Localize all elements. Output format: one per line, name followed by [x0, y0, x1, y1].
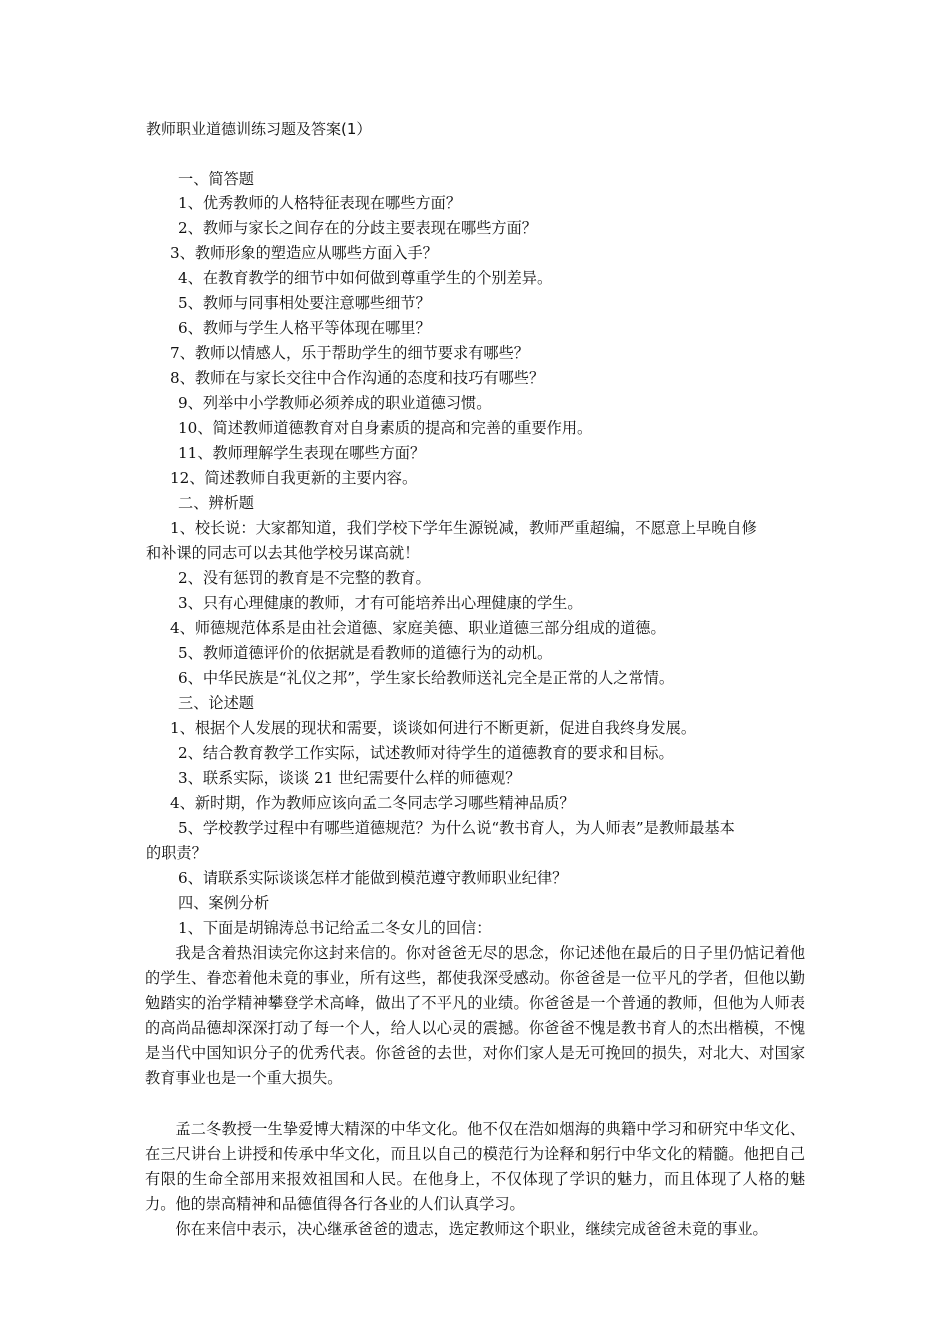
question-item: 7、教师以情感人，乐于帮助学生的细节要求有哪些？ — [170, 344, 529, 362]
question-item: 3、联系实际，谈谈 21 世纪需要什么样的师德观？ — [178, 769, 521, 787]
question-item: 4、师德规范体系是由社会道德、家庭美德、职业道德三部分组成的道德。 — [170, 619, 666, 637]
question-item: 2、没有惩罚的教育是不完整的教育。 — [178, 569, 431, 587]
question-item: 6、请联系实际谈谈怎样才能做到模范遵守教师职业纪律？ — [178, 869, 568, 887]
question-item: 2、结合教育教学工作实际，试述教师对待学生的道德教育的要求和目标。 — [178, 744, 674, 762]
question-item: 5、教师道德评价的依据就是看教师的道德行为的动机。 — [178, 644, 553, 662]
question-item: 1、校长说：大家都知道，我们学校下学年生源锐减，教师严重超编，不愿意上早晚自修 — [170, 519, 757, 537]
letter-paragraph: 孟二冬教授一生挚爱博大精深的中华文化。他不仅在浩如烟海的典籍中学习和研究中华文化、在三尺讲台上讲授和传承中华文化，而且以自己的模范行为诠释和躬行中华文化的精髓。他把自己有限的生命全部用来报效祖国和人民。在他身上，不仅体现了学识的魅力，而且体现了人格的魅力。他的崇高精神和品德值得各行各业的人们认真学习。 — [145, 1120, 805, 1213]
letter-paragraph: 你在来信中表示，决心继承爸爸的遗志，选定教师这个职业，继续完成爸爸未竟的事业。 — [175, 1220, 768, 1238]
question-item: 9、列举中小学教师必须养成的职业道德习惯。 — [178, 394, 492, 412]
question-item: 12、简述教师自我更新的主要内容。 — [170, 469, 418, 487]
question-item: 6、教师与学生人格平等体现在哪里？ — [178, 319, 431, 337]
question-item: 10、简述教师道德教育对自身素质的提高和完善的重要作用。 — [178, 419, 593, 437]
question-item: 4、在教育教学的细节中如何做到尊重学生的个别差异。 — [178, 269, 553, 287]
section-heading-case-analysis: 四、案例分析 — [178, 894, 270, 912]
question-item: 6、中华民族是“礼仪之邦”，学生家长给教师送礼完全是正常的人之常情。 — [178, 669, 675, 687]
question-item: 4、新时期，作为教师应该向孟二冬同志学习哪些精神品质？ — [170, 794, 575, 812]
question-item-continuation: 和补课的同志可以去其他学校另谋高就！ — [146, 544, 420, 562]
question-item: 1、下面是胡锦涛总书记给孟二冬女儿的回信： — [178, 919, 492, 937]
question-item: 5、教师与同事相处要注意哪些细节？ — [178, 294, 431, 312]
question-item: 8、教师在与家长交往中合作沟通的态度和技巧有哪些？ — [170, 369, 545, 387]
question-item: 5、学校教学过程中有哪些道德规范？为什么说“教书育人，为人师表”是教师最基本 — [178, 819, 735, 837]
section-heading-essay: 三、论述题 — [178, 694, 254, 712]
question-item: 1、优秀教师的人格特征表现在哪些方面？ — [178, 194, 462, 212]
section-heading-analysis: 二、辨析题 — [178, 494, 254, 512]
question-item: 3、教师形象的塑造应从哪些方面入手？ — [170, 244, 438, 262]
question-item: 11、教师理解学生表现在哪些方面？ — [178, 444, 426, 462]
letter-paragraph: 我是含着热泪读完你这封来信的。你对爸爸无尽的思念，你记述他在最后的日子里仍惦记着他的学生、眷恋着他未竟的事业，所有这些，都使我深受感动。你爸爸是一位平凡的学者，但他以勤勉踏实的治学精神攀登学术高峰，做出了不平凡的业绩。你爸爸是一个普通的教师，但他为人师表的高尚品德却深深打动了每一个人，给人以心灵的震撼。你爸爸不愧是教书育人的杰出楷模，不愧是当代中国知识分子的优秀代表。你爸爸的去世，对你们家人是无可挽回的损失，对北大、对国家教育事业也是一个重大损失。 — [145, 944, 805, 1087]
document-title: 教师职业道德训练习题及答案(1） — [146, 120, 372, 138]
section-heading-short-answer: 一、简答题 — [178, 170, 254, 188]
question-item-continuation: 的职责？ — [146, 844, 207, 862]
question-item: 3、只有心理健康的教师，才有可能培养出心理健康的学生。 — [178, 594, 583, 612]
question-item: 2、教师与家长之间存在的分歧主要表现在哪些方面？ — [178, 219, 537, 237]
question-item: 1、根据个人发展的现状和需要，谈谈如何进行不断更新，促进自我终身发展。 — [170, 719, 697, 737]
